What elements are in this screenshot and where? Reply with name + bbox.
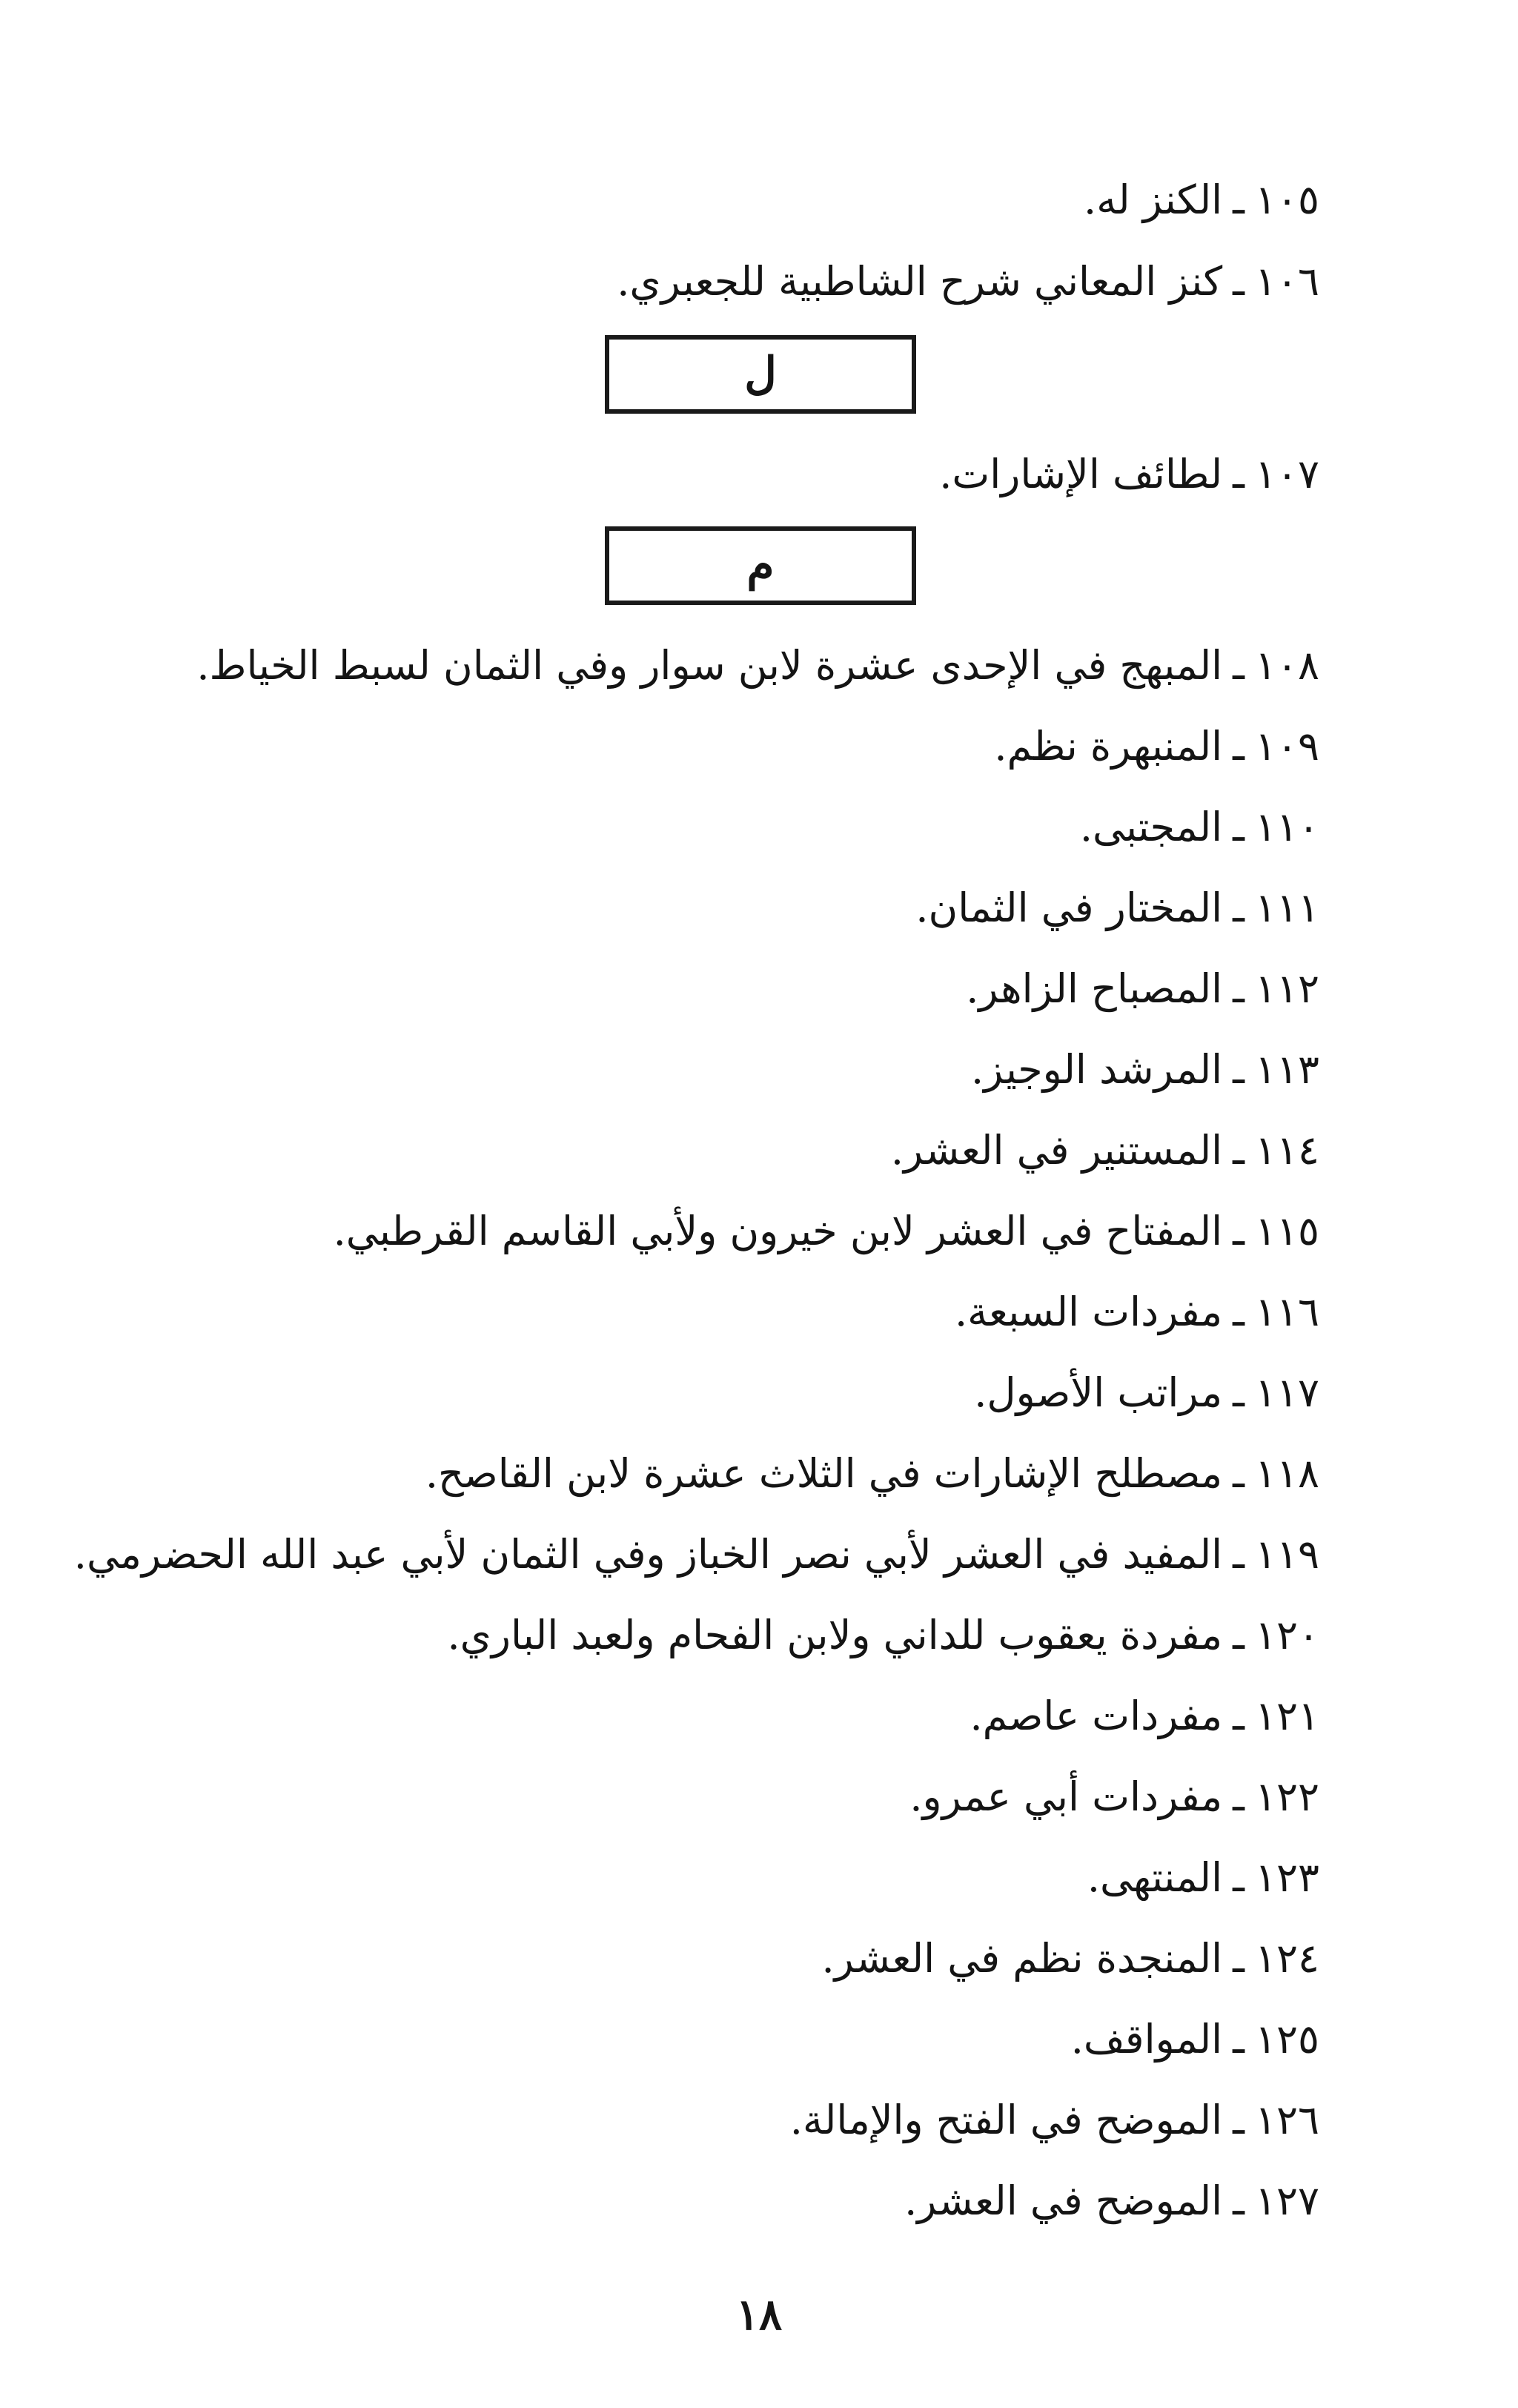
entry-title: مفردة يعقوب للداني ولابن الفحام ولعبد الباري. (447, 1612, 1223, 1658)
entry-separator: ـ (1233, 1450, 1244, 1497)
entry-title: مصطلح الإشارات في الثلاث عشرة لابن القاصح. (425, 1450, 1223, 1497)
list-item (1087, 1841, 1319, 1915)
entry-separator: ـ (1233, 1612, 1244, 1658)
list-item (939, 437, 1319, 512)
entry-separator: ـ (1233, 804, 1244, 850)
list-item (955, 1275, 1319, 1349)
list-item (970, 1679, 1319, 1753)
list-item (994, 710, 1319, 784)
list-item (447, 1598, 1319, 1673)
entry-separator: ـ (1233, 258, 1244, 305)
entry-number: ١١٠ (1254, 804, 1319, 850)
entry-separator: ـ (1233, 965, 1244, 1012)
entry-title: مفردات عاصم. (970, 1693, 1223, 1739)
list-item (790, 2083, 1319, 2157)
entry-number: ١١٤ (1254, 1127, 1319, 1174)
entry-number: ١٢٠ (1254, 1612, 1319, 1658)
entry-number: ١٠٧ (1254, 451, 1319, 497)
entry-number: ١٢٤ (1254, 1935, 1319, 1982)
list-item (904, 2164, 1319, 2238)
entry-separator: ـ (1233, 884, 1244, 931)
entry-separator: ـ (1233, 1369, 1244, 1416)
entry-title: المبهج في الإحدى عشرة لابن سوار وفي الثمان لسبط الخياط. (196, 642, 1223, 689)
list-item (974, 1356, 1319, 1430)
entry-separator: ـ (1233, 1127, 1244, 1174)
entry-separator: ـ (1233, 1693, 1244, 1739)
entry-title: الموضح في العشر. (904, 2177, 1223, 2224)
entry-number: ١٢١ (1254, 1693, 1319, 1739)
entry-title: المستنير في العشر. (890, 1127, 1223, 1174)
section-heading-lam: ل (605, 335, 916, 414)
entry-separator: ـ (1233, 2016, 1244, 2063)
list-item (891, 1114, 1319, 1188)
entry-separator: ـ (1233, 451, 1244, 497)
entry-title: المنبهرة نظم. (994, 723, 1223, 770)
entry-number: ١١٥ (1254, 1208, 1319, 1254)
entry-number: ١٠٦ (1254, 258, 1319, 305)
page-number: ١٨ (735, 2289, 783, 2340)
entry-title: الموضح في الفتح والإمالة. (789, 2097, 1223, 2143)
entry-title: كنز المعاني شرح الشاطبية للجعبري. (617, 258, 1223, 305)
entry-title: مفردات أبي عمرو. (909, 1773, 1223, 1820)
entry-number: ١١٧ (1254, 1369, 1319, 1416)
entry-number: ١٢٦ (1254, 2097, 1319, 2143)
entry-separator: ـ (1233, 2097, 1244, 2143)
entry-separator: ـ (1233, 723, 1244, 770)
entry-separator: ـ (1233, 1531, 1244, 1578)
entry-title: لطائف الإشارات. (939, 451, 1223, 497)
list-item (1084, 163, 1319, 237)
list-item (196, 629, 1319, 703)
list-item (617, 245, 1319, 319)
entry-separator: ـ (1233, 176, 1244, 223)
entry-number: ١٢٢ (1254, 1773, 1319, 1820)
entry-number: ١٠٥ (1254, 176, 1319, 223)
entry-separator: ـ (1233, 642, 1244, 689)
entry-title: المرشد الوجيز. (970, 1046, 1223, 1093)
entry-number: ١١٢ (1254, 965, 1319, 1012)
entry-separator: ـ (1233, 1773, 1244, 1820)
entry-number: ١١٦ (1254, 1289, 1319, 1335)
section-heading-mim: م (605, 526, 916, 605)
entry-title: المختار في الثمان. (915, 884, 1223, 931)
entry-title: المواقف. (1070, 2016, 1223, 2063)
entry-title: المنتهى. (1087, 1854, 1223, 1901)
entry-title: المنجدة نظم في العشر. (821, 1935, 1223, 1982)
entry-title: مفردات السبعة. (954, 1289, 1223, 1335)
entry-separator: ـ (1233, 1935, 1244, 1982)
entry-number: ١١١ (1254, 884, 1319, 931)
list-item (971, 1033, 1319, 1107)
entry-separator: ـ (1233, 1289, 1244, 1335)
entry-title: المفتاح في العشر لابن خيرون ولأبي القاسم القرطبي. (333, 1208, 1223, 1254)
entry-number: ١٠٨ (1254, 642, 1319, 689)
entry-separator: ـ (1233, 1208, 1244, 1254)
entry-title: المفيد في العشر لأبي نصر الخباز وفي الثمان لأبي عبد الله الحضرمي. (73, 1531, 1223, 1578)
list-item (425, 1437, 1319, 1511)
list-item (1071, 2002, 1319, 2077)
entry-number: ١١٩ (1254, 1531, 1319, 1578)
entry-number: ١٢٣ (1254, 1854, 1319, 1901)
list-item (1080, 790, 1319, 864)
list-item (74, 1518, 1319, 1592)
entry-separator: ـ (1233, 1854, 1244, 1901)
entry-title: مراتب الأصول. (974, 1369, 1223, 1416)
entry-number: ١١٨ (1254, 1450, 1319, 1497)
entry-number: ١٢٧ (1254, 2177, 1319, 2224)
entry-title: المصباح الزاهر. (966, 965, 1223, 1012)
entry-title: المجتبى. (1079, 804, 1223, 850)
entry-number: ١١٣ (1254, 1046, 1319, 1093)
list-item (821, 1922, 1319, 1996)
entry-number: ١٢٥ (1254, 2016, 1319, 2063)
list-item (334, 1194, 1319, 1268)
entry-separator: ـ (1233, 2177, 1244, 2224)
list-item (915, 871, 1319, 945)
list-item (966, 952, 1319, 1026)
entry-title: الكنز له. (1084, 176, 1223, 223)
entry-number: ١٠٩ (1254, 723, 1319, 770)
list-item (909, 1760, 1319, 1834)
entry-separator: ـ (1233, 1046, 1244, 1093)
